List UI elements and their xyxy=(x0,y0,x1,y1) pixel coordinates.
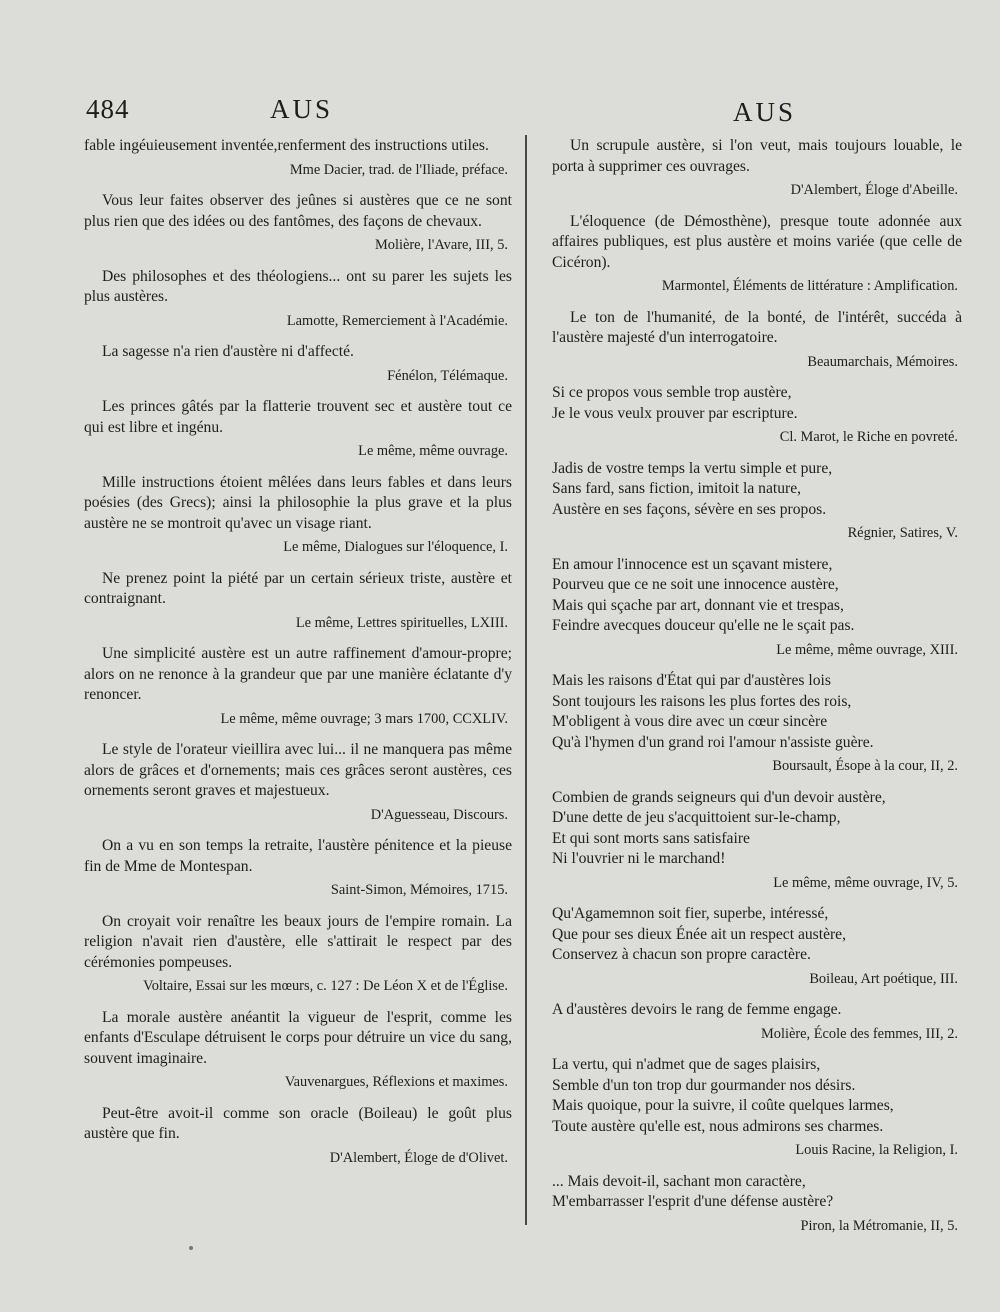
verse-line: Sans fard, sans fiction, imitoit la nature, xyxy=(552,480,802,497)
citation-source: D'Alembert, Éloge de d'Olivet. xyxy=(329,1149,508,1166)
citation-source: Molière, École des femmes, III, 2. xyxy=(761,1025,958,1042)
verse-quote xyxy=(552,904,962,966)
verse-quote xyxy=(552,1172,962,1213)
citation-entry xyxy=(552,671,962,777)
verse-quote xyxy=(552,555,962,637)
citation-entry xyxy=(84,473,512,558)
citation-text: On a vu en son temps la retraite, l'austère pénitence et la pieuse fin de Mme de Montespan. xyxy=(84,837,512,875)
verse-line: A d'austères devoirs le rang de femme engage. xyxy=(552,1001,842,1018)
citation-source: Le même, Lettres spirituelles, LXIII. xyxy=(295,614,508,631)
verse-line: Sont toujours les raisons les plus fortes des rois, xyxy=(552,692,852,710)
verse-line: En amour l'innocence est un sçavant mistere, xyxy=(552,555,833,573)
citation-source: Voltaire, Essai sur les mœurs, c. 127 : De Léon X et de l'Église. xyxy=(143,978,508,994)
citation-text: Vous leur faites observer des jeûnes si austères que ce ne sont plus rien que des idées ou des fantômes, des façons de chevaux. xyxy=(84,192,512,230)
verse-quote xyxy=(552,383,962,424)
verse-line: Feindre avecques douceur qu'elle ne le sçait pas. xyxy=(552,617,855,634)
verse-quote xyxy=(552,788,962,870)
citation-entry xyxy=(84,1008,512,1093)
verse-line: M'obligent à vous dire avec un cœur sincère xyxy=(552,713,828,730)
citation-source: Louis Racine, la Religion, I. xyxy=(795,1142,958,1158)
citation-text: Un scrupule austère, si l'on veut, mais toujours louable, le porta à supprimer ces ouvrages. xyxy=(552,137,962,175)
citation-entry xyxy=(84,191,512,256)
verse-line: Qu'à l'hymen d'un grand roi l'amour n'assiste guère. xyxy=(552,733,874,751)
citation-text: La morale austère anéantit la vigueur de l'esprit, comme les enfants d'Esculape détruisent le corps pour détruire un vice du sang, souvent imaginaire. xyxy=(84,1008,512,1067)
verse-line: La vertu, qui n'admet que de sages plaisirs, xyxy=(552,1056,821,1073)
citation-source: Boursault, Ésope à la cour, II, 2. xyxy=(772,758,958,774)
citation-entry xyxy=(84,397,512,462)
verse-quote xyxy=(552,1055,962,1137)
citation-entry xyxy=(84,740,512,825)
verse-quote xyxy=(552,671,962,753)
verse-line: Si ce propos vous semble trop austère, xyxy=(552,384,792,401)
citation-text: Le style de l'orateur vieillira avec lui... il ne manquera pas même alors de grâces et d'ornements; mais ces grâces seront austères, ces ornements seront graves et majestueux. xyxy=(84,741,512,799)
citation-source: Le même, même ouvrage. xyxy=(358,443,508,459)
citation-source: Piron, la Métromanie, II, 5. xyxy=(800,1217,958,1234)
citation-entry xyxy=(84,644,512,729)
citation-source: Beaumarchais, Mémoires. xyxy=(807,353,958,370)
citation-entry xyxy=(552,136,962,201)
verse-quote xyxy=(552,459,962,521)
citation-source: Le même, même ouvrage, IV, 5. xyxy=(773,874,958,891)
verse-line: Jadis de vostre temps la vertu simple et pure, xyxy=(552,459,833,477)
citation-source: Molière, l'Avare, III, 5. xyxy=(375,237,508,253)
citation-text: fable ingéuieusement inventée,renferment des instructions utiles. xyxy=(84,137,489,154)
verse-line: Toute austère qu'elle est, nous admirons ses charmes. xyxy=(552,1117,884,1135)
verse-line: Conservez à chacun son propre caractère. xyxy=(552,946,811,963)
citation-text: Ne prenez point la piété par un certain sérieux triste, austère et contraignant. xyxy=(84,569,512,607)
right-running-head: AUS xyxy=(733,97,797,127)
verse-line: D'une dette de jeu s'acquittoient sur-le-champ, xyxy=(552,809,841,826)
verse-line: Combien de grands seigneurs qui d'un devoir austère, xyxy=(552,788,886,806)
citation-entry xyxy=(84,342,512,386)
citation-text: Des philosophes et des théologiens... ont su parer les sujets les plus austères. xyxy=(84,267,512,305)
citation-entry xyxy=(552,1000,962,1044)
citation-source: Le même, même ouvrage; 3 mars 1700, CCXLIV. xyxy=(220,710,508,727)
citation-source: D'Aguesseau, Discours. xyxy=(370,806,508,823)
citation-source: Fénélon, Télémaque. xyxy=(387,367,508,384)
citation-entry xyxy=(84,569,512,634)
citation-entry xyxy=(84,267,512,332)
verse-line: Qu'Agamemnon soit fier, superbe, intéressé, xyxy=(552,905,829,922)
verse-line: Semble d'un ton trop dur gourmander nos désirs. xyxy=(552,1076,856,1094)
column-divider xyxy=(525,135,527,1225)
verse-line: Et qui sont morts sans satisfaire xyxy=(552,829,750,847)
citation-entry xyxy=(84,836,512,901)
citation-entry xyxy=(552,212,962,297)
citation-text: La sagesse n'a rien d'austère ni d'affecté. xyxy=(102,343,354,360)
citation-source: Mme Dacier, trad. de l'Iliade, préface. xyxy=(289,161,508,178)
citation-entry xyxy=(552,1055,962,1161)
verse-line: Je le vous veulx prouver par escripture. xyxy=(552,404,798,422)
citation-entry xyxy=(84,912,512,997)
citation-entry xyxy=(84,136,512,180)
citation-text: L'éloquence (de Démosthène), presque toute adonnée aux affaires publiques, est plus austère et moins variée (que celle de Cicéron). xyxy=(552,212,962,271)
verse-quote xyxy=(552,1000,962,1021)
verse-line: Mais qui sçache par art, donnant vie et trespas, xyxy=(552,596,844,614)
citation-source: D'Alembert, Éloge d'Abeille. xyxy=(790,182,958,198)
citation-text: On croyait voir renaître les beaux jours de l'empire romain. La religion n'avait rien d'austère, elle s'attirait le respect par des cérémonies pompeuses. xyxy=(84,912,512,971)
verse-line: Mais les raisons d'État qui par d'austères lois xyxy=(552,672,831,689)
citation-entry xyxy=(552,1172,962,1237)
citation-source: Marmontel, Éléments de littérature : Amplification. xyxy=(661,278,958,294)
citation-source: Boileau, Art poétique, III. xyxy=(809,970,958,987)
citation-entry xyxy=(552,555,962,661)
right-column xyxy=(552,136,962,1247)
citation-text: Les princes gâtés par la flatterie trouvent sec et austère tout ce qui est libre et ingénu. xyxy=(84,398,512,436)
citation-entry xyxy=(552,459,962,544)
citation-source: Saint-Simon, Mémoires, 1715. xyxy=(330,882,508,898)
citation-entry xyxy=(552,788,962,894)
citation-text: Mille instructions étoient mêlées dans leurs fables et dans leurs poésies (des Grecs); ainsi la philosophie la plus grave et la plus austère ne se montroit qu'avec un visage riant. xyxy=(84,473,512,532)
citation-text: Peut-être avoit-il comme son oracle (Boileau) le goût plus austère que fin. xyxy=(84,1104,512,1142)
citation-entry xyxy=(552,308,962,373)
verse-line: Mais quoique, pour la suivre, il coûte quelques larmes, xyxy=(552,1097,894,1114)
verse-line: Que pour ses dieux Énée ait un respect austère, xyxy=(552,925,847,943)
citation-entry xyxy=(552,383,962,448)
citation-source: Cl. Marot, le Riche en povreté. xyxy=(779,429,958,445)
left-column xyxy=(84,136,512,1179)
verse-line: Ni l'ouvrier ni le marchand! xyxy=(552,850,726,867)
citation-text: Le ton de l'humanité, de la bonté, de l'intérêt, succéda à l'austère majesté d'un interrogatoire. xyxy=(552,308,962,346)
ink-speck xyxy=(189,1246,193,1250)
page-number: 484 xyxy=(86,94,130,124)
citation-source: Lamotte, Remerciement à l'Académie. xyxy=(286,312,508,329)
verse-line: M'embarrasser l'esprit d'une défense austère? xyxy=(552,1193,834,1210)
citation-source: Vauvenargues, Réflexions et maximes. xyxy=(284,1074,508,1090)
citation-text: Une simplicité austère est un autre raffinement d'amour-propre; alors on ne renonce à la grandeur que par une manière éclatante d'y renoncer. xyxy=(84,645,512,703)
left-running-head: AUS xyxy=(270,94,334,124)
citation-entry xyxy=(84,1104,512,1169)
citation-source: Le même, même ouvrage, XIII. xyxy=(776,641,958,658)
citation-entry xyxy=(552,904,962,989)
citation-source: Le même, Dialogues sur l'éloquence, I. xyxy=(283,539,508,555)
verse-line: Austère en ses façons, sévère en ses propos. xyxy=(552,500,827,518)
verse-line: Pourveu que ce ne soit une innocence austère, xyxy=(552,576,839,593)
citation-source: Régnier, Satires, V. xyxy=(847,525,958,541)
verse-line: ... Mais devoit-il, sachant mon caractère, xyxy=(552,1172,806,1190)
